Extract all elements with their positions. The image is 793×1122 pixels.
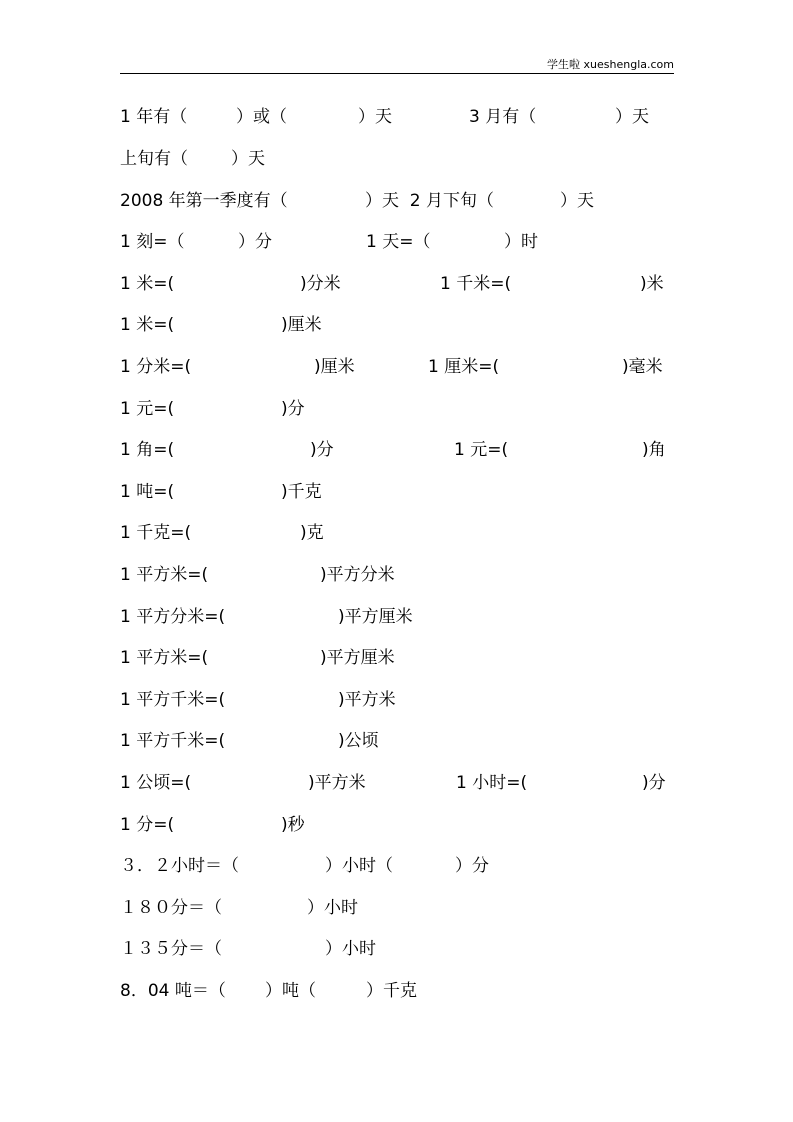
line-text: 1 厘米=(	[428, 357, 500, 377]
line-text: )平方米	[338, 690, 396, 710]
line-text: )平方米	[308, 773, 366, 793]
line-text: )千克	[281, 482, 322, 502]
line-text: ）吨（	[265, 981, 316, 1001]
line-4	[0, 230, 793, 254]
line-text: 1 分米=(	[120, 357, 192, 377]
line-text: )平方厘米	[320, 648, 395, 668]
line-text: 1 吨=(	[120, 482, 175, 502]
line-text: 2008 年第一季度有（	[120, 191, 288, 211]
line-3	[0, 189, 793, 213]
line-12	[0, 563, 793, 587]
line-6	[0, 313, 793, 337]
line-text: ）天	[231, 149, 265, 169]
line-text: ）天	[358, 107, 392, 127]
line-text: 1 平方米=(	[120, 565, 209, 585]
line-7	[0, 355, 793, 379]
line-text: 3 月有（	[469, 107, 537, 127]
line-13	[0, 605, 793, 629]
line-20	[0, 896, 793, 920]
line-text: 8．04 吨＝（	[120, 981, 226, 1001]
line-text: ）天	[560, 191, 594, 211]
line-text: )米	[640, 274, 664, 294]
line-11	[0, 521, 793, 545]
line-9	[0, 438, 793, 462]
line-text: 1 平方米=(	[120, 648, 209, 668]
line-text: )毫米	[622, 357, 663, 377]
line-text: )秒	[281, 815, 305, 835]
line-text: )厘米	[281, 315, 322, 335]
line-text: 1 平方千米=(	[120, 690, 226, 710]
line-text: 1 年有（	[120, 107, 188, 127]
line-text: 1 平方千米=(	[120, 731, 226, 751]
line-text: 1 角=(	[120, 440, 175, 460]
line-text: ）天 2 月下旬（	[365, 191, 495, 211]
line-text: )角	[642, 440, 666, 460]
line-text: )厘米	[314, 357, 355, 377]
line-text: ）分	[238, 232, 272, 252]
line-text: )公顷	[338, 731, 379, 751]
line-text: 1 分=(	[120, 815, 175, 835]
line-text: )克	[300, 523, 324, 543]
line-text: ）或（	[236, 107, 287, 127]
line-text: 1 平方分米=(	[120, 607, 226, 627]
line-22	[0, 979, 793, 1003]
line-17	[0, 771, 793, 795]
line-text: １３５分＝（	[120, 939, 222, 959]
line-text: )分	[310, 440, 334, 460]
line-text: ）小时	[325, 939, 376, 959]
line-18	[0, 813, 793, 837]
line-text: 1 元=(	[120, 399, 175, 419]
line-16	[0, 729, 793, 753]
line-text: ）时	[504, 232, 538, 252]
line-15	[0, 688, 793, 712]
line-text: 1 刻=（	[120, 232, 185, 252]
line-text: 1 米=(	[120, 315, 175, 335]
line-text: 1 小时=(	[456, 773, 528, 793]
header-rule	[120, 73, 674, 74]
line-2	[0, 147, 793, 171]
line-text: 1 公顷=(	[120, 773, 192, 793]
line-text: )分米	[300, 274, 341, 294]
line-text: ）天	[615, 107, 649, 127]
line-text: 1 米=(	[120, 274, 175, 294]
line-text: ）分	[455, 856, 489, 876]
line-1	[0, 105, 793, 129]
line-text: ３．２小时＝（	[120, 856, 239, 876]
line-text: 1 千克=(	[120, 523, 192, 543]
line-text: ）小时	[307, 898, 358, 918]
page-header: 学生啦 xueshengla.com	[547, 58, 674, 71]
line-5	[0, 272, 793, 296]
line-text: １８０分＝（	[120, 898, 222, 918]
line-text: )分	[642, 773, 666, 793]
line-21	[0, 937, 793, 961]
line-text: 上旬有（	[120, 149, 188, 169]
line-8	[0, 397, 793, 421]
line-text: ）小时（	[325, 856, 393, 876]
line-19	[0, 854, 793, 878]
line-text: )平方厘米	[338, 607, 413, 627]
line-text: 1 天=（	[366, 232, 431, 252]
line-text: ）千克	[366, 981, 417, 1001]
line-text: )分	[281, 399, 305, 419]
line-text: 1 元=(	[454, 440, 509, 460]
line-text: 1 千米=(	[440, 274, 512, 294]
line-text: )平方分米	[320, 565, 395, 585]
line-10	[0, 480, 793, 504]
line-14	[0, 646, 793, 670]
